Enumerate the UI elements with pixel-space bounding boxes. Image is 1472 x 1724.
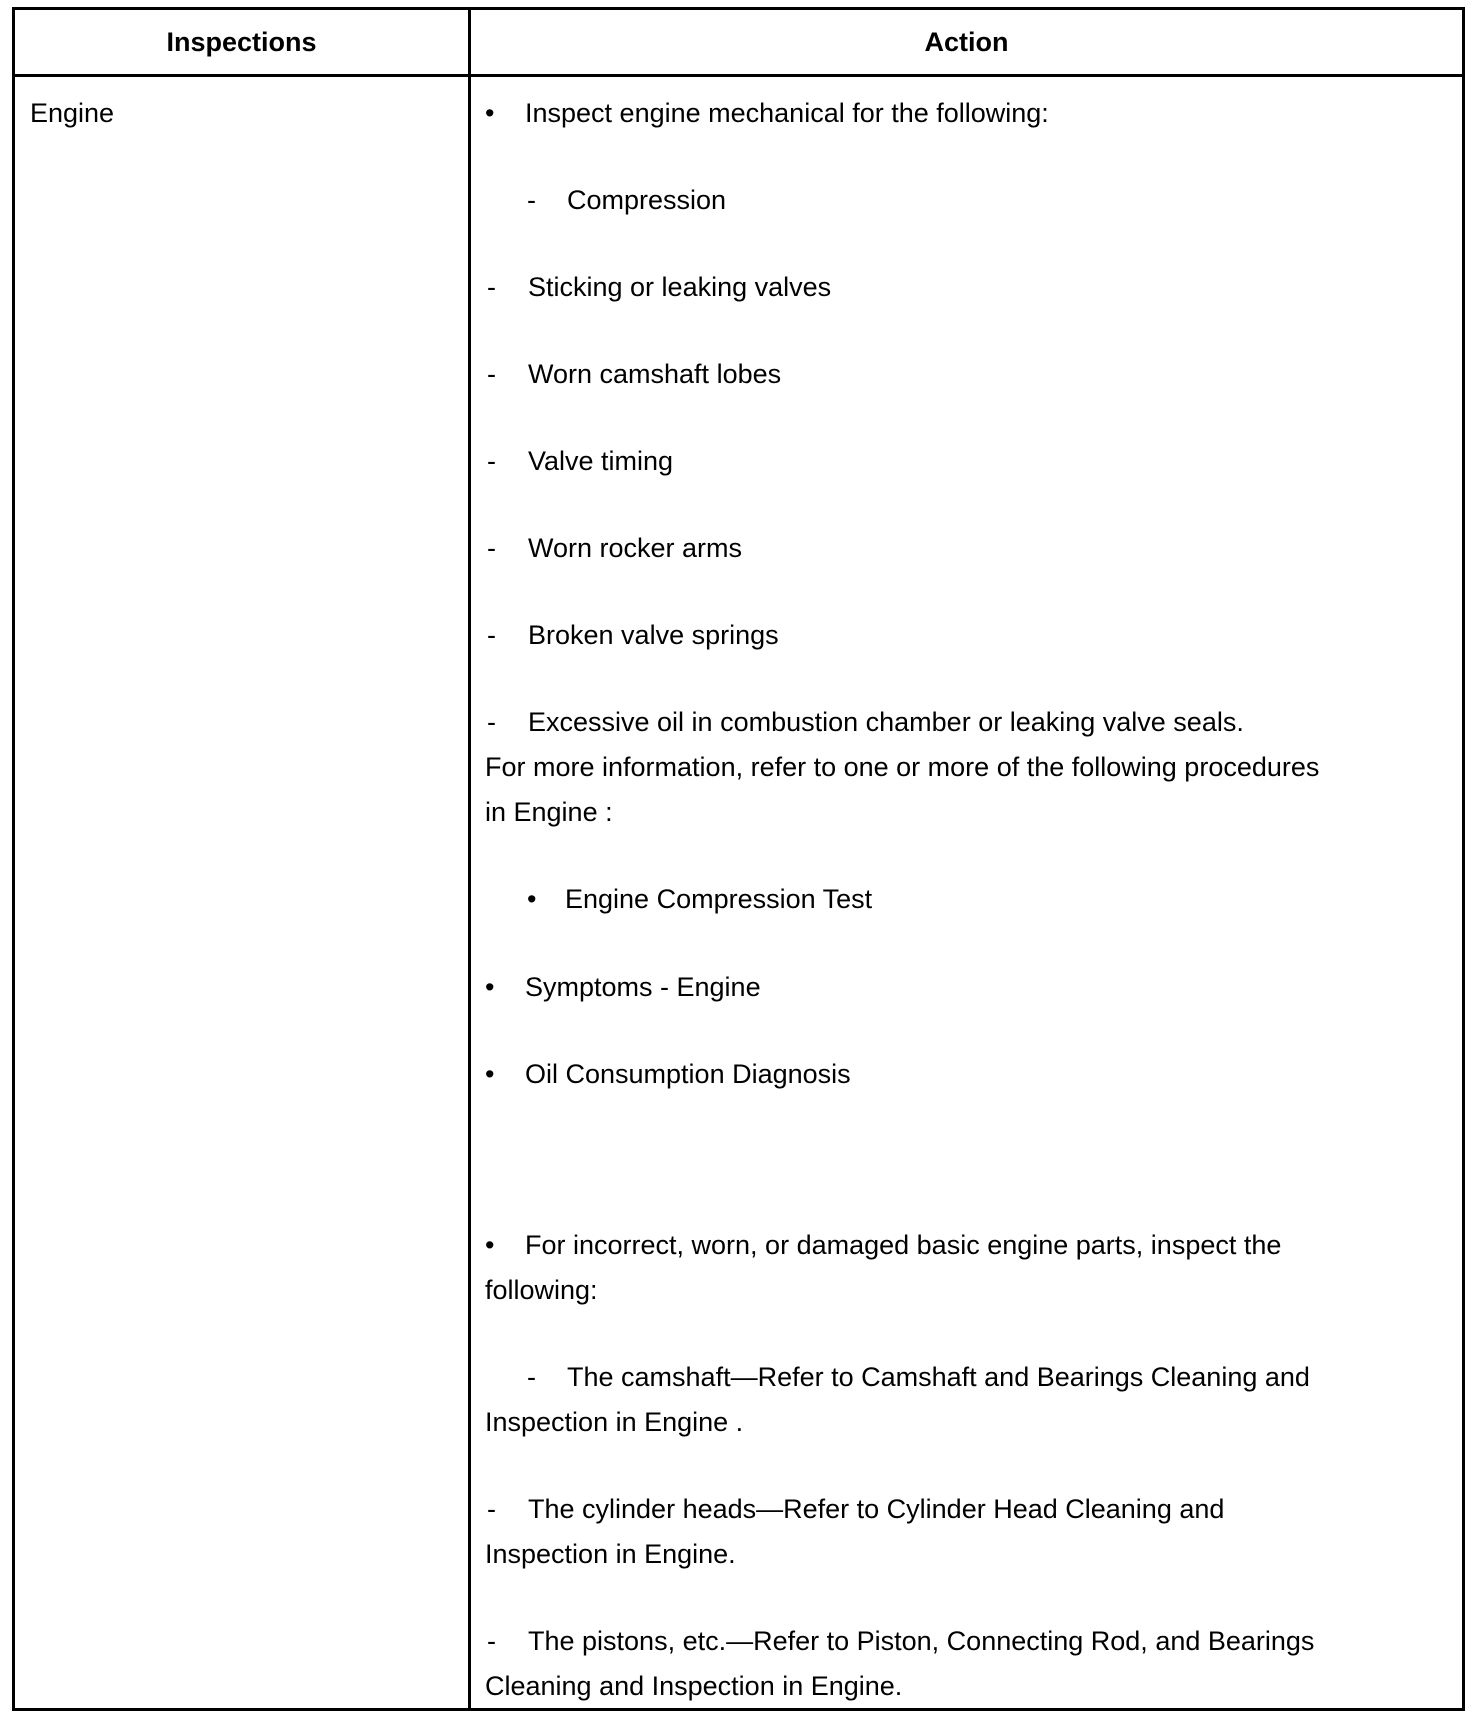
- part-item: The camshaft—Refer to Camshaft and Bearings Cleaning and: [567, 1362, 1310, 1392]
- check-item: Compression: [567, 185, 727, 215]
- dash-marker: -: [487, 1626, 496, 1656]
- check-item: Worn camshaft lobes: [528, 359, 782, 389]
- inspection-table: [12, 7, 1465, 1711]
- part-item: Inspection in Engine.: [485, 1539, 736, 1569]
- dash-marker: -: [487, 707, 496, 737]
- more-info-text: For more information, refer to one or more of the following procedures: [485, 752, 1320, 782]
- part-item: The cylinder heads—Refer to Cylinder Head Cleaning and: [528, 1494, 1225, 1524]
- check-item: Sticking or leaking valves: [528, 272, 832, 302]
- part-item: The pistons, etc.—Refer to Piston, Connecting Rod, and Bearings: [528, 1626, 1315, 1656]
- check-item: Worn rocker arms: [528, 533, 743, 563]
- parts-intro-text: For incorrect, worn, or damaged basic engine parts, inspect the: [525, 1230, 1282, 1260]
- header-action: Action: [924, 27, 1009, 57]
- dash-marker: -: [527, 185, 536, 215]
- inspection-cell: Engine: [30, 98, 115, 128]
- dash-marker: -: [527, 1362, 536, 1392]
- check-item: Excessive oil in combustion chamber or leaking valve seals.: [528, 707, 1244, 737]
- header-inspections: Inspections: [166, 27, 317, 57]
- part-item: Cleaning and Inspection in Engine.: [485, 1671, 903, 1701]
- bullet-marker: •: [485, 1230, 495, 1260]
- bullet-marker: •: [485, 972, 495, 1002]
- procedure-item: Engine Compression Test: [565, 884, 873, 914]
- bullet-marker: •: [527, 884, 537, 914]
- dash-marker: -: [487, 359, 496, 389]
- more-info-text: in Engine :: [485, 797, 613, 827]
- part-item: Inspection in Engine .: [485, 1407, 744, 1437]
- dash-marker: -: [487, 533, 496, 563]
- check-item: Valve timing: [528, 446, 674, 476]
- bullet-marker: •: [485, 1059, 495, 1089]
- check-item: Broken valve springs: [528, 620, 779, 650]
- dash-marker: -: [487, 272, 496, 302]
- intro-text: Inspect engine mechanical for the following:: [525, 98, 1049, 128]
- bullet-marker: •: [485, 98, 495, 128]
- column-divider: [468, 10, 471, 1708]
- header-divider: [15, 74, 1462, 77]
- dash-marker: -: [487, 1494, 496, 1524]
- parts-intro-text: following:: [485, 1275, 598, 1305]
- dash-marker: -: [487, 446, 496, 476]
- procedure-item: Oil Consumption Diagnosis: [525, 1059, 851, 1089]
- dash-marker: -: [487, 620, 496, 650]
- procedure-item: Symptoms - Engine: [525, 972, 761, 1002]
